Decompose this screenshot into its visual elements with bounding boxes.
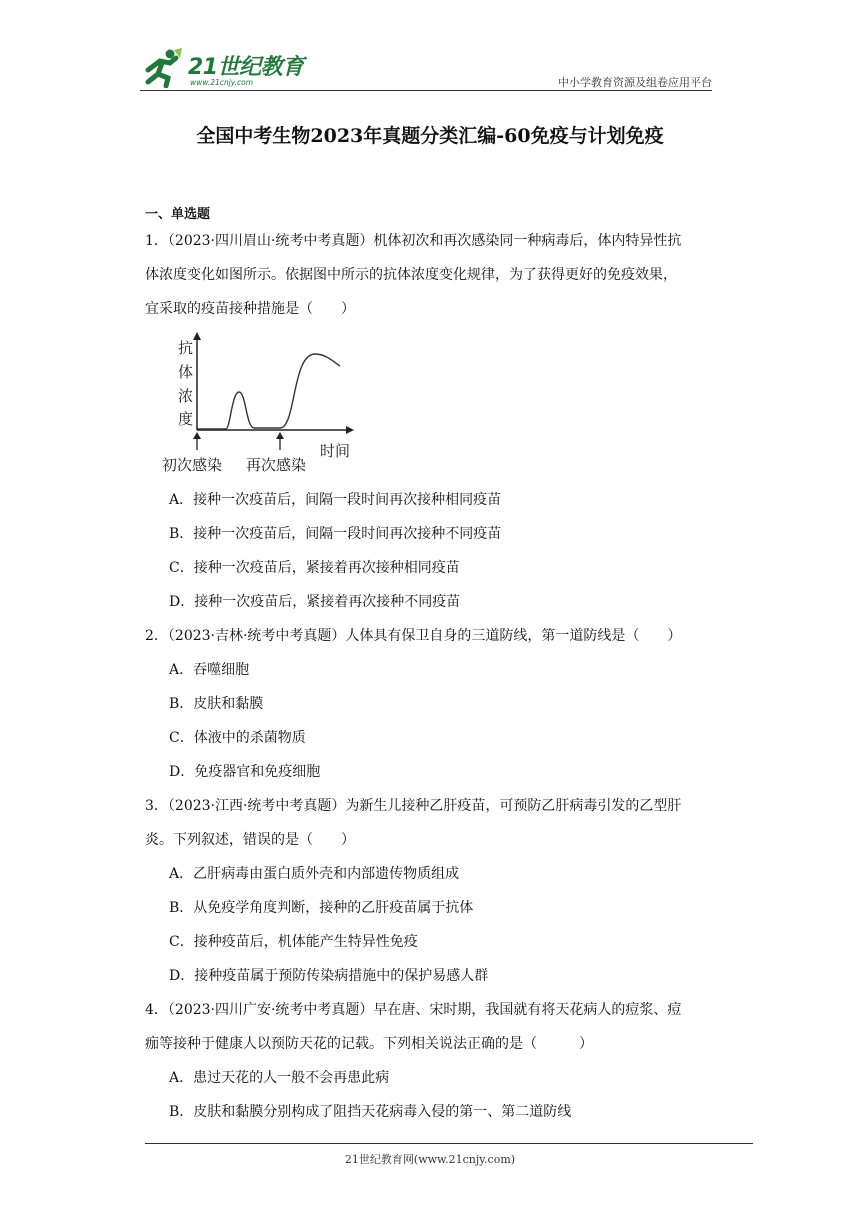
page-title: 全国中考生物2023年真题分类汇编-60免疫与计划免疫 <box>196 125 664 147</box>
y-label-char-4: 度 <box>178 410 194 428</box>
question-1-line-2: 体浓度变化如图所示。依据图中所示的抗体浓度变化规律，为了获得更好的免疫效果， <box>145 267 677 283</box>
question-2-option-b[interactable]: B．皮肤和黏膜 <box>169 696 264 712</box>
question-3-option-d[interactable]: D．接种疫苗属于预防传染病措施中的保护易感人群 <box>169 968 489 984</box>
question-3-option-b[interactable]: B．从免疫学角度判断，接种的乙肝疫苗属于抗体 <box>169 900 474 916</box>
footer-text[interactable]: 21世纪教育网(www.21cnjy.com) <box>344 1153 516 1166</box>
question-1-option-d[interactable]: D．接种一次疫苗后，紧接着再次接种不同疫苗 <box>169 594 461 610</box>
antibody-concentration-figure <box>158 332 368 477</box>
page-header <box>140 44 712 90</box>
question-4-line-2: 痂等接种于健康人以预防天花的记载。下列相关说法正确的是（ ） <box>145 1036 593 1052</box>
runner-logo-icon <box>140 48 186 88</box>
y-label-char-1: 抗 <box>178 339 194 357</box>
question-4-line-1: 4．（2023·四川广安·统考中考真题）早在唐、宋时期，我国就有将天花病人的痘浆、痘 <box>145 1002 682 1018</box>
question-1-line-3: 宜采取的疫苗接种措施是（ ） <box>145 301 355 317</box>
y-label-char-2: 体 <box>178 363 194 381</box>
y-label-char-3: 浓 <box>178 387 194 405</box>
x-axis-label: 时间 <box>320 442 351 460</box>
question-3-line-2: 炎。下列叙述，错误的是（ ） <box>145 832 355 848</box>
antibody-curve <box>197 354 340 429</box>
question-1-option-b[interactable]: B．接种一次疫苗后，间隔一段时间再次接种不同疫苗 <box>169 526 502 542</box>
question-1-option-c[interactable]: C．接种一次疫苗后，紧接着再次接种相同疫苗 <box>169 560 460 576</box>
question-4-option-b[interactable]: B．皮肤和黏膜分别构成了阻挡天花病毒入侵的第一、第二道防线 <box>169 1104 572 1120</box>
question-2-option-a[interactable]: A．吞噬细胞 <box>169 662 250 678</box>
question-4-option-a[interactable]: A．患过天花的人一般不会再患此病 <box>169 1070 390 1086</box>
y-axis-arrow-icon <box>193 332 201 340</box>
first-infection-label: 初次感染 <box>162 456 223 474</box>
question-3-option-a[interactable]: A．乙肝病毒由蛋白质外壳和内部遗传物质组成 <box>169 866 460 882</box>
question-2-option-d[interactable]: D．免疫器官和免疫细胞 <box>169 764 321 780</box>
first-infection-arrow-icon <box>193 432 201 439</box>
question-1-option-a[interactable]: A．接种一次疫苗后，间隔一段时间再次接种相同疫苗 <box>169 492 502 508</box>
logo-text: 21世纪教育 <box>188 55 304 80</box>
question-1-line-1: 1．（2023·四川眉山·统考中考真题）机体初次和再次感染同一种病毒后，体内特异性抗 <box>145 233 682 249</box>
question-3-option-c[interactable]: C．接种疫苗后，机体能产生特异性免疫 <box>169 934 418 950</box>
platform-label: 中小学教育资源及组卷应用平台 <box>558 76 712 89</box>
header-divider <box>140 90 712 91</box>
logo-url: www.21cnjy.com <box>190 78 254 87</box>
site-logo[interactable] <box>140 48 310 88</box>
question-2-option-c[interactable]: C．体液中的杀菌物质 <box>169 730 306 746</box>
x-axis-arrow-icon <box>346 426 354 434</box>
question-2-line-1: 2．（2023·吉林·统考中考真题）人体具有保卫自身的三道防线，第一道防线是（ ） <box>145 628 682 644</box>
question-3-line-1: 3．（2023·江西·统考中考真题）为新生儿接种乙肝疫苗，可预防乙肝病毒引发的乙型肝 <box>145 798 682 814</box>
second-infection-label: 再次感染 <box>246 456 307 474</box>
section-heading: 一、单选题 <box>145 207 211 222</box>
second-infection-arrow-icon <box>276 432 284 439</box>
footer-divider <box>145 1143 753 1144</box>
